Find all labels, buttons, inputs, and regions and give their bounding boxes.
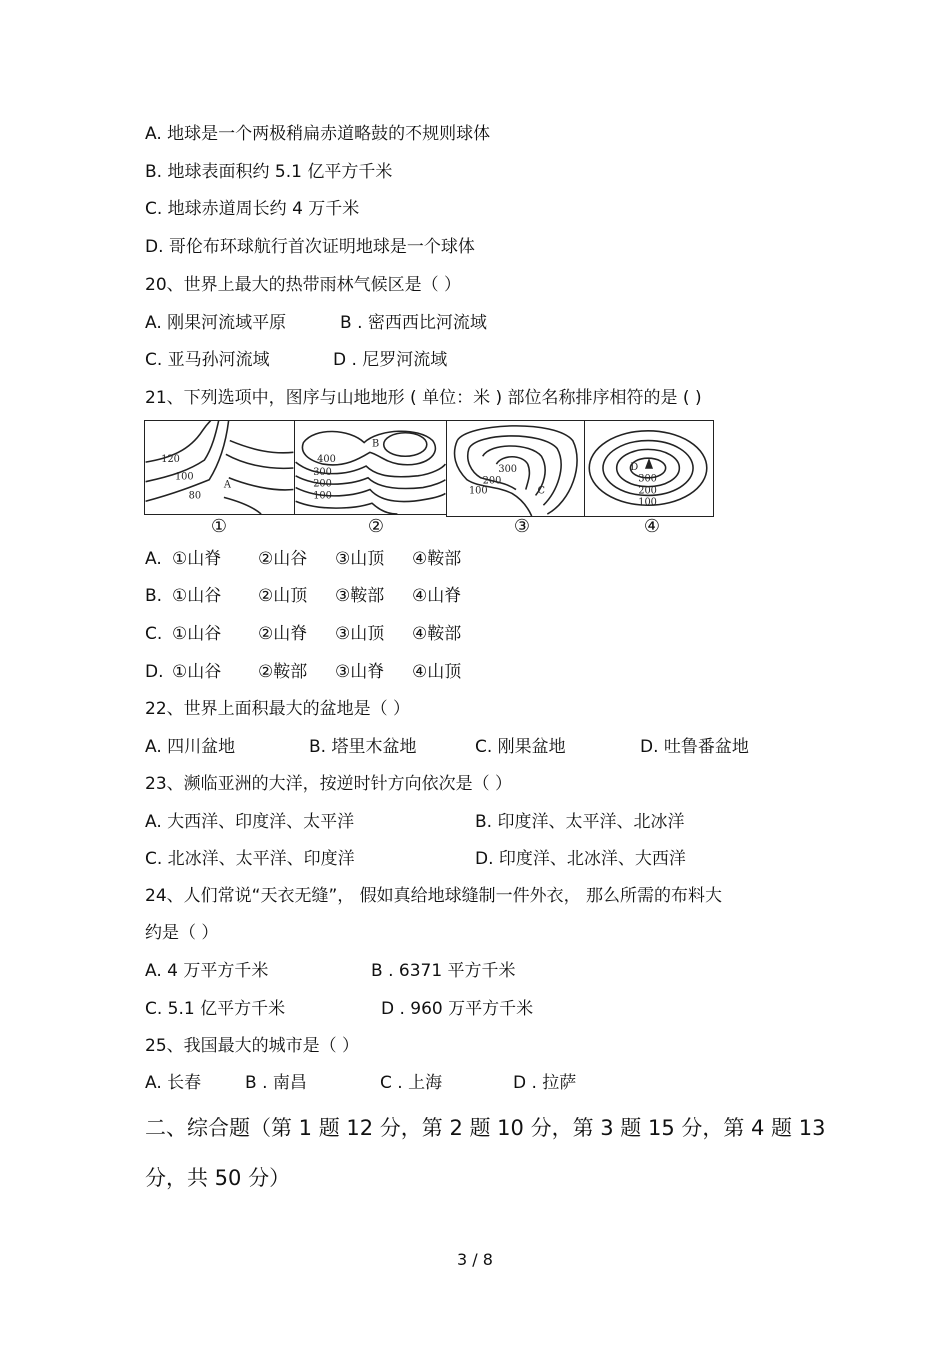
option-item: ②山谷: [258, 549, 308, 569]
q19-option-c: C. 地球赤道周长约 4 万千米: [145, 199, 360, 219]
option-item: ①山脊: [172, 549, 222, 569]
q21-stem: 21、下列选项中，图序与山地地形 ( 单位：米 ) 部位名称排序相符的是 ( ): [145, 388, 702, 408]
q20-option-c: C. 亚马孙河流域: [145, 350, 270, 370]
map-label: 200: [482, 475, 502, 487]
option-item: ③鞍部: [335, 586, 385, 606]
q19-option-b: B. 地球表面积约 5.1 亿平方千米: [145, 162, 393, 182]
option-item: ③山顶: [335, 549, 385, 569]
peak-marker: [646, 460, 652, 468]
contour-line: [384, 433, 427, 456]
option-item: ④鞍部: [412, 549, 462, 569]
map-2-caption: ②: [367, 516, 385, 537]
map-label: 100: [174, 471, 194, 483]
q22-stem: 22、世界上面积最大的盆地是（ ）: [145, 699, 411, 719]
map-label: A: [223, 479, 231, 491]
map-label: 120: [161, 454, 180, 466]
option-item: ②鞍部: [258, 662, 308, 682]
q25-option-c: C . 上海: [380, 1073, 443, 1093]
q22-option-b: B. 塔里木盆地: [309, 737, 417, 757]
q24-stem-line1: 24、人们常说“天衣无缝”， 假如真给地球缝制一件外衣， 那么所需的布料大: [145, 886, 723, 906]
page-number: 3 / 8: [457, 1250, 493, 1269]
contour-line: [230, 441, 294, 453]
map-label: 200: [313, 478, 332, 490]
q24-stem-line2: 约是（ ）: [145, 923, 219, 943]
q20-option-a: A. 刚果河流域平原: [145, 313, 287, 333]
section-2-heading-line2: 分，共 50 分）: [145, 1166, 291, 1190]
option-item: ①山谷: [172, 586, 222, 606]
option-item: ④山脊: [412, 586, 462, 606]
option-letter: D.: [145, 662, 164, 682]
option-item: ③山顶: [335, 624, 385, 644]
contour-line: [457, 426, 577, 514]
q23-stem: 23、濒临亚洲的大洋，按逆时针方向依次是（ ）: [145, 774, 513, 794]
q24-option-c: C. 5.1 亿平方千米: [145, 999, 286, 1019]
option-item: ①山谷: [172, 662, 222, 682]
map-label: 80: [188, 490, 202, 502]
contour-line: [224, 497, 261, 514]
option-letter: B.: [145, 586, 163, 606]
option-letter: C.: [145, 624, 163, 644]
q23-option-c: C. 北冰洋、太平洋、印度洋: [145, 849, 355, 869]
q20-option-d: D . 尼罗河流域: [333, 350, 448, 370]
section-2-heading-line1: 二、综合题（第 1 题 12 分，第 2 题 10 分，第 3 题 15 分，第 4 题 13: [145, 1116, 826, 1140]
q22-option-d: D. 吐鲁番盆地: [640, 737, 749, 757]
map-label: 300: [313, 466, 332, 478]
map-label: 100: [313, 490, 332, 502]
map-3-caption: ③: [513, 516, 531, 537]
q24-option-d: D . 960 万平方千米: [381, 999, 534, 1019]
q25-option-d: D . 拉萨: [513, 1073, 577, 1093]
q23-option-a: A. 大西洋、印度洋、太平洋: [145, 812, 355, 832]
option-item: ④鞍部: [412, 624, 462, 644]
q22-option-c: C. 刚果盆地: [475, 737, 566, 757]
map-label: C: [537, 485, 546, 497]
option-item: ③山脊: [335, 662, 385, 682]
q19-option-a: A. 地球是一个两极稍扁赤道略鼓的不规则球体: [145, 124, 491, 144]
contour-line: [226, 454, 294, 468]
contour-map-3: [446, 420, 585, 517]
map-label: D: [630, 461, 639, 473]
q19-option-d: D. 哥伦布环球航行首次证明地球是一个球体: [145, 237, 475, 257]
map-label: 400: [317, 454, 336, 466]
contour-line: [296, 501, 398, 514]
map-label: 300: [638, 473, 657, 485]
option-letter: A.: [145, 549, 162, 569]
map-label: 300: [498, 463, 518, 475]
contour-map-1: [144, 420, 295, 515]
q24-option-b: B . 6371 平方千米: [371, 961, 516, 981]
map-label: 100: [638, 497, 657, 509]
contour-line: [229, 478, 294, 490]
q25-option-a: A. 长春: [145, 1073, 202, 1093]
map-label: 100: [468, 485, 488, 497]
q23-option-d: D. 印度洋、北冰洋、大西洋: [475, 849, 686, 869]
contour-map-4: [584, 420, 714, 517]
q25-stem: 25、我国最大的城市是（ ）: [145, 1036, 360, 1056]
map-label: B: [371, 438, 380, 450]
option-item: ②山顶: [258, 586, 308, 606]
q23-option-b: B. 印度洋、太平洋、北冰洋: [475, 812, 685, 832]
q22-option-a: A. 四川盆地: [145, 737, 236, 757]
contour-map-2: [294, 420, 447, 515]
option-item: ④山顶: [412, 662, 462, 682]
option-item: ②山脊: [258, 624, 308, 644]
q20-option-b: B . 密西西比河流域: [340, 313, 487, 333]
map-label: 200: [638, 485, 657, 497]
map-1-caption: ①: [210, 516, 228, 537]
q25-option-b: B . 南昌: [245, 1073, 307, 1093]
option-item: ①山谷: [172, 624, 222, 644]
map-4-caption: ④: [643, 516, 661, 537]
q20-stem: 20、世界上最大的热带雨林气候区是（ ）: [145, 275, 462, 295]
q24-option-a: A. 4 万平方千米: [145, 961, 269, 981]
